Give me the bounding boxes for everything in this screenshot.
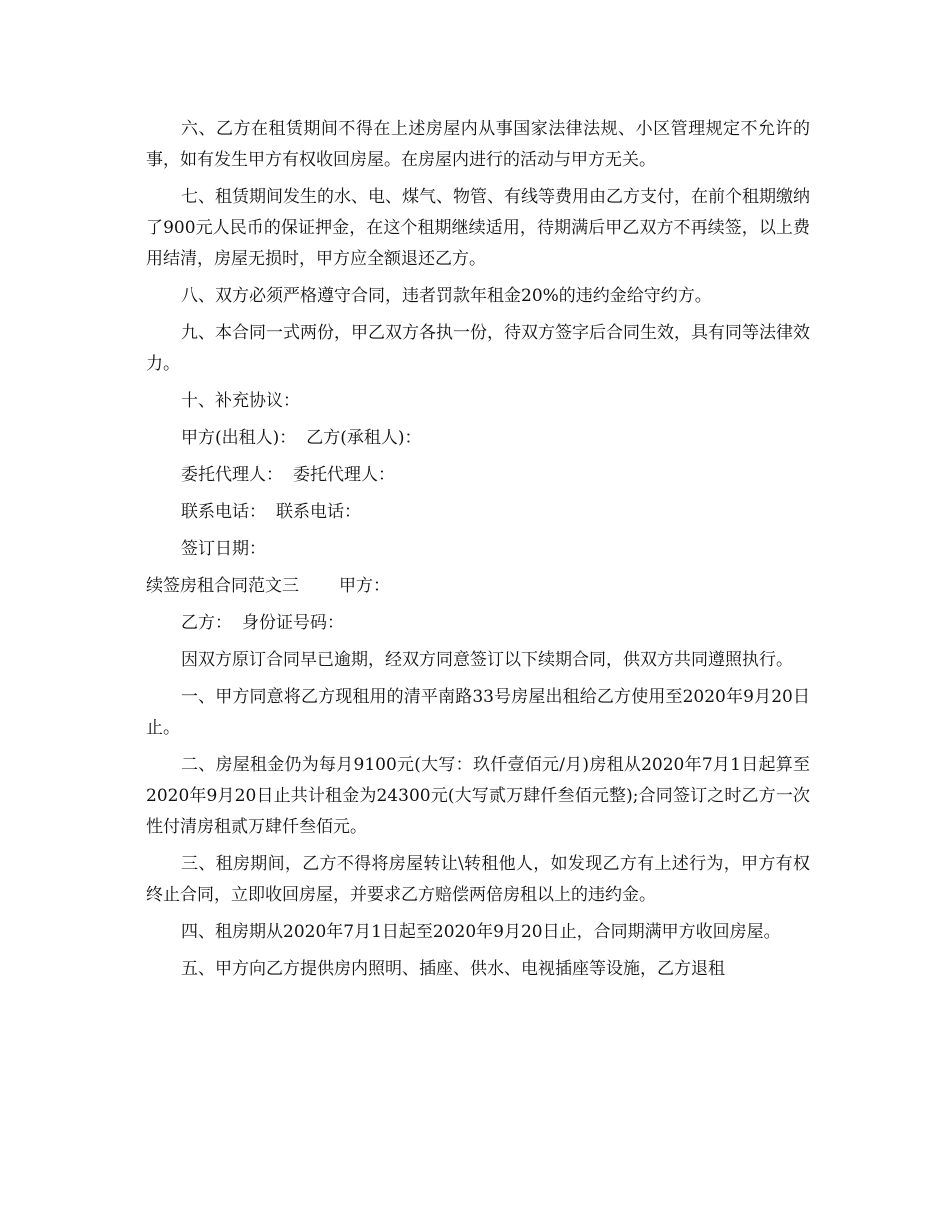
clause-8: 八、双方必须严格遵守合同，违者罚款年租金20%的违约金给守约方。 (181, 286, 712, 306)
agent-a-label: 委托代理人： (181, 465, 283, 485)
phone-b-label: 联系电话： (276, 502, 361, 522)
document-body (146, 114, 810, 991)
sign-date-row (146, 534, 810, 565)
clause-3: 三、租房期间，乙方不得将房屋转让\转租他人，如发现乙方有上述行为，甲方有权终止合同，立即收回房屋，并要求乙方赔偿两倍房租以上的违约金。 (146, 854, 810, 905)
phone-a-label: 联系电话： (181, 502, 266, 522)
agent-signature-row (146, 460, 810, 491)
section-title: 续签房租合同范文三 (146, 576, 299, 596)
clause-10: 十、补充协议： (181, 391, 300, 411)
section-id-label: 身份证号码： (242, 613, 344, 633)
intro-paragraph: 因双方原订合同早已逾期，经双方同意签订以下续期合同，供双方共同遵照执行。 (181, 650, 793, 670)
section-party-a: 甲方： (339, 576, 390, 596)
clause-5-partial: 五、甲方向乙方提供房内照明、插座、供水、电视插座等设施，乙方退租 (181, 959, 725, 979)
section-title-line (146, 571, 810, 602)
agent-b-label: 委托代理人： (293, 465, 395, 485)
clause-1: 一、甲方同意将乙方现租用的清平南路33号房屋出租给乙方使用至2020年9月20日止。 (146, 687, 810, 738)
sign-date-label: 签订日期： (181, 539, 266, 559)
section-party-b: 乙方： (181, 613, 232, 633)
party-b-label: 乙方(承租人)： (306, 428, 422, 448)
party-a-label: 甲方(出租人)： (181, 428, 297, 448)
phone-row (146, 497, 810, 528)
party-b-id-row (146, 608, 810, 639)
clause-7: 七、租赁期间发生的水、电、煤气、物管、有线等费用由乙方支付，在前个租期缴纳了900元人民币的保证押金，在这个租期继续适用，待期满后甲乙双方不再续签，以上费用结清，房屋无损时，甲方应全额退还乙方。 (146, 187, 810, 269)
clause-4: 四、租房期从2020年7月1日起至2020年9月20日止，合同期满甲方收回房屋。 (181, 922, 781, 942)
clause-2: 二、房屋租金仍为每月9100元(大写：玖仟壹佰元/月)房租从2020年7月1日起算至2020年9月20日止共计租金为24300元(大写贰万肆仟叁佰元整);合同签订之时乙方一次性付清房租贰万肆仟叁佰元。 (146, 755, 810, 837)
party-signature-row (146, 423, 810, 454)
clause-9: 九、本合同一式两份，甲乙双方各执一份，待双方签字后合同生效，具有同等法律效力。 (146, 323, 810, 374)
clause-6: 六、乙方在租赁期间不得在上述房屋内从事国家法律法规、小区管理规定不允许的事，如有发生甲方有权收回房屋。在房屋内进行的活动与甲方无关。 (146, 119, 810, 170)
